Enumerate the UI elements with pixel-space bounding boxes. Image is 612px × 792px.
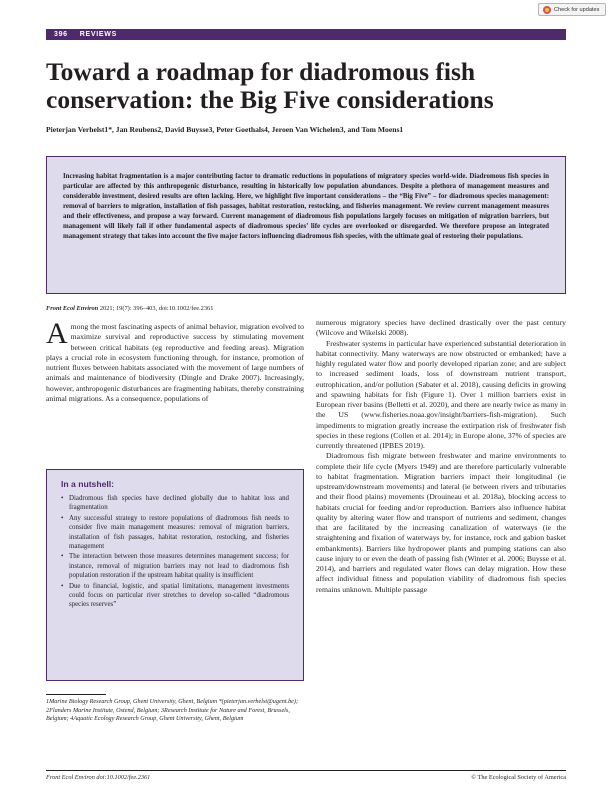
- nutshell-item: • Any successful strategy to restore populations of diadromous fish needs to consider five main management measures: removal of migration barriers, installation of fish passages, habitat restoration, restocking, and fisheries management: [61, 514, 289, 552]
- journal-header-bar: [46, 29, 566, 40]
- paragraph: Freshwater systems in particular have experienced substantial deterioration in habitat connectivity. Many waterways are now obstructed or embanked; have a highly regulated water flow and poorly developed riparian zone; and are subject to increased sediment loads, loss of downstream nutrient transport, eutrophication, and/or pollution (Sabater et al. 2018), causing deficits in growing and spawning habitats for fish (Figure 1). Over 1 million barriers exist in European river basins (Belletti et al. 2020), and there are nearly twice as many in the US (www.fisheries.noaa.gov/insight/barriers-fish-migration). Such impediments to migration greatly increase the extirpation risk of freshwater fish species in these regions (Collen et al. 2014); in Europe alone, 37% of species are currently threatened (IPBES 2019).: [316, 338, 566, 450]
- paragraph: Diadromous fish migrate between freshwater and marine environments to complete their life cycle (Myers 1949) and are therefore particularly vulnerable to habitat fragmentation. Migration barriers impact their longitudinal (ie upstream/downstream movements) and lateral (ie between rivers and tributaries and their flood plains) movements (Drouineau et al. 2018a), blocking access to habitats crucial for feeding and/or reproduction. Barriers also influence habitat quality by altering water flow and transport of nutrients and sediment, changes that are facilitated by the increasing canalization of waterways (ie the straightening and fixation of waterways by, for instance, rock and gabion basket embankments). Barriers like hydropower plants and pumping stations can also cause injury to or even the death of passing fish (Winter et al. 2006; Buysse et al. 2014), and barriers and regulated water flows can delay migration. How these affect individual fitness and population viability of diadromous fish species remains unknown. Multiple passage: [316, 451, 566, 594]
- section-label: REVIEWS: [79, 31, 117, 38]
- nutshell-item: • Diadromous fish species have declined globally due to habitat loss and fragmentation: [61, 494, 289, 513]
- paragraph: numerous migratory species have declined drastically over the past century (Wilcove and Wikelski 2008).: [316, 318, 566, 338]
- check-for-updates-button[interactable]: [538, 3, 606, 16]
- citation-line: [46, 304, 346, 313]
- footer-doi: Front Ecol Environ doi:10.1002/fee.2361: [46, 774, 151, 781]
- nutshell-item: • The interaction between those measures determines management success; for instance, removal of migration barriers may not lead to diadromous fish population restoration if the upstream habitat quality is insufficient: [61, 552, 289, 580]
- check-for-updates-label: Check for updates: [554, 6, 600, 13]
- nutshell-heading: In a nutshell:: [61, 479, 114, 489]
- footer-copyright: © The Ecological Society of America: [471, 774, 566, 781]
- in-a-nutshell-box: [46, 469, 304, 681]
- affiliations: 1Marine Biology Research Group, Ghent University, Ghent, Belgium *(pieterjan.verhelst@ugent.be); 2Flanders Marine Institute, Ostend, Belgium; 3Research Institute for Nature and Forest, Brussels, Belgium; 4Aquatic Ecology Research Group, Ghent University, Ghent, Belgium: [46, 698, 299, 723]
- author-list: Pieterjan Verhelst1*, Jan Reubens2, David Buysse3, Peter Goethals4, Jeroen Van Wichelen3, and Tom Moens1: [46, 125, 404, 134]
- citation-journal: Front Ecol Environ: [46, 305, 99, 312]
- abstract-box: [46, 156, 566, 294]
- footer-divider: [46, 770, 566, 771]
- nutshell-item: • Due to financial, logistic, and spatial limitations, management investments could focus on particular river stretches to develop so-called “diadromous species reserves”: [61, 582, 289, 610]
- affiliation-divider: [46, 694, 106, 695]
- nutshell-list: [61, 494, 289, 610]
- crossmark-icon: [543, 6, 551, 14]
- abstract-text: Increasing habitat fragmentation is a major contributing factor to dramatic reductions in populations of migratory species world-wide. Diadromous fish species in particular are affected by this anthropogenic disturbance, resulting in historically low population abundances. Despite a plethora of management measures and considerable investment, desired results are often lacking. Here, we highlight five important considerations – the “Big Five” – for diadromous species management: removal of barriers to migration, installation of fish passages, habitat restoration, restocking, and fisheries management. We review current management measures and their effectiveness, and propose a way forward. Current management of diadromous fish populations largely focuses on mitigation of migration barriers, but management will likely fail if other fundamental aspects of diadromous species’ life cycles are overlooked or disregarded. We therefore propose an integrated management strategy that takes into account the five major factors influencing diadromous fish species, with the ultimate goal of restoring their populations.: [63, 173, 549, 240]
- page-number: 396: [54, 31, 68, 38]
- intro-column: [46, 317, 304, 404]
- citation-details: 2021; 19(7): 396–403, doi:10.1002/fee.2361: [98, 305, 214, 312]
- intro-text: mong the most fascinating aspects of animal behavior, migration evolved to maximize survival and reproductive success by stimulating movement between critical habitats (eg reproductive and feeding areas). Migration plays a crucial role in ecosystem functioning through, for instance, promotion of nutrient fluxes between habitats associated with the movement of large numbers of animals and maintenance of biodiversity (Dingle and Drake 2007). Increasingly, however, anthropogenic disturbances are fragmenting habitats, thereby constraining animal migrations. As a consequence, populations of: [46, 322, 304, 403]
- body-right-column: [316, 318, 566, 595]
- article-title: Toward a roadmap for diadromous fish conservation: the Big Five considerations: [46, 57, 494, 114]
- drop-cap: A: [46, 317, 68, 350]
